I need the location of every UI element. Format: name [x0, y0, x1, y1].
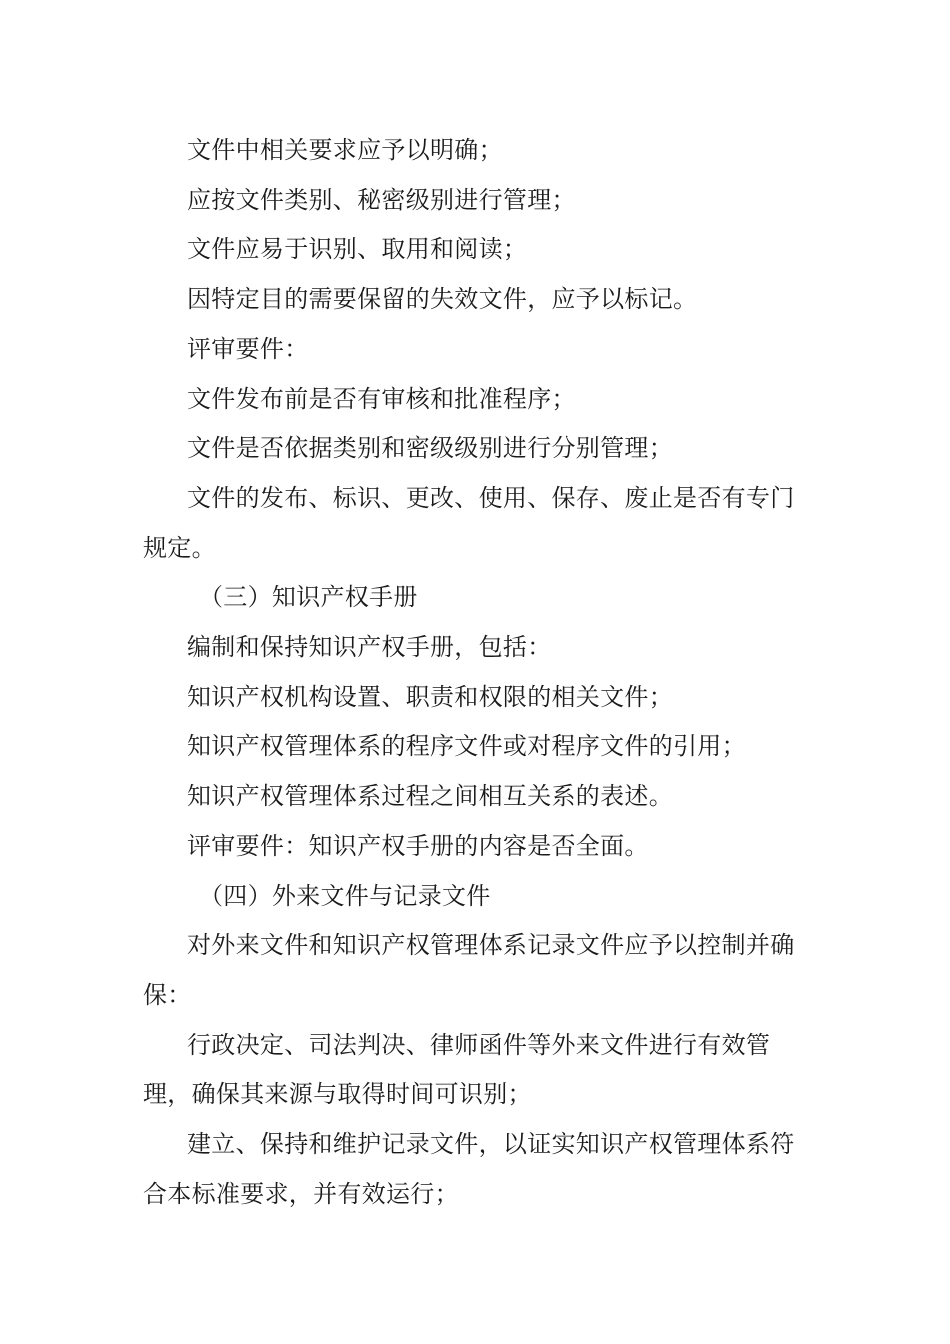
- paragraph: 编制和保持知识产权手册，包括：: [187, 633, 552, 662]
- section-heading: （四）外来文件与记录文件: [199, 881, 491, 910]
- paragraph: 文件应易于识别、取用和阅读；: [187, 235, 528, 264]
- paragraph: 知识产权机构设置、职责和权限的相关文件；: [187, 682, 673, 711]
- paragraph: 评审要件：知识产权手册的内容是否全面。: [187, 831, 649, 860]
- paragraph: 行政决定、司法判决、律师函件等外来文件进行有效管理，确保其来源与取得时间可识别；: [143, 1030, 771, 1109]
- paragraph: 知识产权管理体系过程之间相互关系的表述。: [187, 782, 673, 811]
- paragraph: 文件的发布、标识、更改、使用、保存、废止是否有专门规定。: [143, 483, 795, 562]
- paragraph: 应按文件类别、秘密级别进行管理；: [187, 185, 576, 214]
- paragraph: 知识产权管理体系的程序文件或对程序文件的引用；: [187, 732, 746, 761]
- paragraph: 文件发布前是否有审核和批准程序；: [187, 384, 576, 413]
- paragraph: 对外来文件和知识产权管理体系记录文件应予以控制并确保：: [143, 931, 795, 1009]
- paragraph: 因特定目的需要保留的失效文件，应予以标记。: [187, 285, 698, 314]
- paragraph: 文件中相关要求应予以明确；: [187, 136, 503, 164]
- paragraph: 建立、保持和维护记录文件，以证实知识产权管理体系符合本标准要求，并有效运行；: [143, 1130, 795, 1208]
- document-body: [143, 126, 803, 1219]
- section-heading: （三）知识产权手册: [199, 583, 418, 612]
- paragraph: 文件是否依据类别和密级级别进行分别管理；: [187, 434, 673, 463]
- paragraph: 评审要件：: [187, 334, 309, 363]
